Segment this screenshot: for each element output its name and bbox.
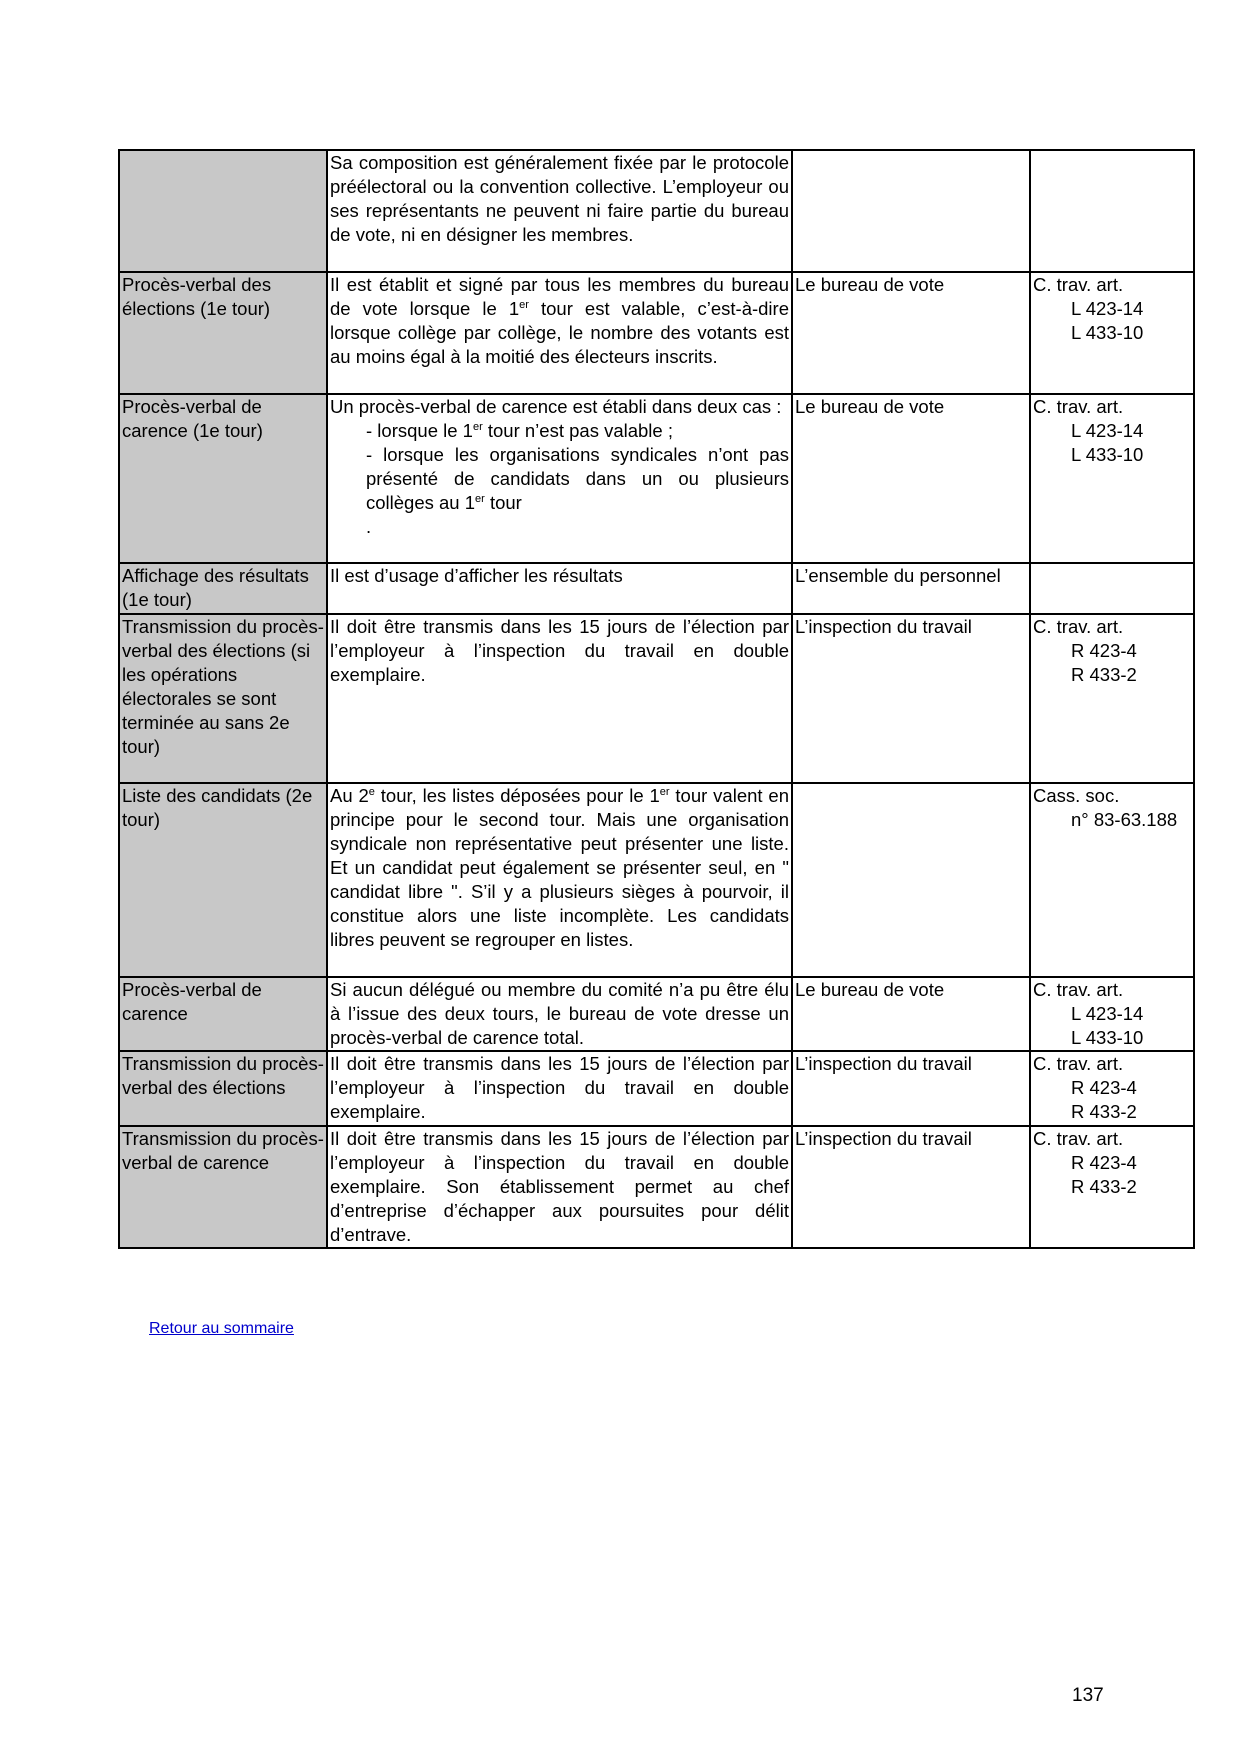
step-label: Affichage des résultats (1e tour) (119, 563, 327, 614)
description-line: . (366, 516, 372, 537)
reference-line: R 423-4 (1071, 1077, 1137, 1098)
step-description (327, 563, 792, 614)
step-label: Liste des candidats (2e tour) (119, 783, 327, 977)
step-description (327, 1126, 792, 1248)
reference-line: L 423-14 (1071, 298, 1144, 319)
step-description (327, 614, 792, 783)
step-label: Procès-verbal de carence (1e tour) (119, 394, 327, 563)
responsible-party: Le bureau de vote (792, 977, 1030, 1051)
responsible-party: L’ensemble du personnel (792, 563, 1030, 614)
legal-reference (1030, 614, 1194, 783)
legal-reference (1030, 783, 1194, 977)
description-line: Il doit être transmis dans les 15 jours de l’élection par l’employeur à l’inspection du travail en double exemplaire. (330, 1053, 789, 1122)
legal-reference (1030, 394, 1194, 563)
reference-line: R 423-4 (1071, 1152, 1137, 1173)
legal-reference (1030, 150, 1194, 272)
reference-line: L 433-10 (1071, 1027, 1144, 1048)
page-number: 137 (1072, 1685, 1104, 1706)
legal-reference (1030, 1126, 1194, 1248)
reference-line: C. trav. art. (1033, 1053, 1124, 1074)
reference-line: n° 83-63.188 (1071, 809, 1178, 830)
responsible-party: Le bureau de vote (792, 394, 1030, 563)
table-row (119, 272, 1194, 394)
table-row (119, 1051, 1194, 1126)
reference-line: C. trav. art. (1033, 616, 1124, 637)
description-line: Il doit être transmis dans les 15 jours de l’élection par l’employeur à l’inspection du travail en double exemplaire. (330, 616, 789, 685)
step-description (327, 150, 792, 272)
description-line: Un procès-verbal de carence est établi dans deux cas : (330, 396, 782, 417)
responsible-party: L’inspection du travail (792, 1126, 1030, 1248)
description-line: - lorsque les organisations syndicales n’ont pas présenté de candidats dans un ou plusieurs collèges au 1er tour (366, 444, 789, 513)
step-label: Procès-verbal des élections (1e tour) (119, 272, 327, 394)
step-label: Transmission du procès-verbal des élections (119, 1051, 327, 1126)
responsible-party: L’inspection du travail (792, 1051, 1030, 1126)
step-label: Transmission du procès-verbal de carence (119, 1126, 327, 1248)
procedure-table (118, 149, 1195, 1249)
legal-reference (1030, 1051, 1194, 1126)
description-line: Il est établit et signé par tous les membres du bureau de vote lorsque le 1er tour est valable, c’est-à-dire lorsque collège par collège, le nombre des votants est au moins égal à la moitié des électeurs inscrits. (330, 274, 789, 367)
table-row (119, 1126, 1194, 1248)
table-row (119, 977, 1194, 1051)
reference-line: Cass. soc. (1033, 785, 1120, 806)
responsible-party: Le bureau de vote (792, 272, 1030, 394)
table-row (119, 394, 1194, 563)
step-description (327, 977, 792, 1051)
responsible-party (792, 150, 1030, 272)
reference-line: R 423-4 (1071, 640, 1137, 661)
description-line: Il est d’usage d’afficher les résultats (330, 565, 623, 586)
reference-line: C. trav. art. (1033, 396, 1124, 417)
table-row (119, 783, 1194, 977)
description-line: - lorsque le 1er tour n’est pas valable ; (366, 420, 673, 441)
table-row (119, 563, 1194, 614)
step-description (327, 1051, 792, 1126)
reference-line: R 433-2 (1071, 1176, 1137, 1197)
reference-line: C. trav. art. (1033, 979, 1124, 1000)
reference-line: L 423-14 (1071, 420, 1144, 441)
step-description (327, 394, 792, 563)
reference-line: C. trav. art. (1033, 274, 1124, 295)
step-label: Transmission du procès-verbal des élections (si les opérations électorales se sont terminée au sans 2e tour) (119, 614, 327, 783)
legal-reference (1030, 272, 1194, 394)
description-line: Sa composition est généralement fixée par le protocole préélectoral ou la convention collective. L’employeur ou ses représentants ne peuvent ni faire partie du bureau de vote, ni en désigner les membres. (330, 152, 789, 245)
step-label (119, 150, 327, 272)
description-line: Il doit être transmis dans les 15 jours de l’élection par l’employeur à l’inspection du travail en double exemplaire. Son établissement permet au chef d’entreprise d’échapper aux poursuites pour délit d’entrave. (330, 1128, 789, 1245)
table-row (119, 150, 1194, 272)
reference-line: L 433-10 (1071, 322, 1144, 343)
table-row (119, 614, 1194, 783)
step-label: Procès-verbal de carence (119, 977, 327, 1051)
description-line: Si aucun délégué ou membre du comité n’a pu être élu à l’issue des deux tours, le bureau de vote dresse un procès-verbal de carence total. (330, 979, 789, 1048)
reference-line: C. trav. art. (1033, 1128, 1124, 1149)
step-description (327, 783, 792, 977)
legal-reference (1030, 563, 1194, 614)
reference-line: R 433-2 (1071, 664, 1137, 685)
description-line: Au 2e tour, les listes déposées pour le 1er tour valent en principe pour le second tour. Mais une organisation syndicale non représentative peut présenter une liste. Et un candidat peut également se présenter seul, en " candidat libre ". S’il y a plusieurs sièges à pourvoir, il constitue alors une liste incomplète. Les candidats libres peuvent se regrouper en listes. (330, 785, 789, 950)
legal-reference (1030, 977, 1194, 1051)
responsible-party: L’inspection du travail (792, 614, 1030, 783)
step-description (327, 272, 792, 394)
reference-line: L 433-10 (1071, 444, 1144, 465)
responsible-party (792, 783, 1030, 977)
reference-line: R 433-2 (1071, 1101, 1137, 1122)
reference-line: L 423-14 (1071, 1003, 1144, 1024)
back-to-summary-link[interactable]: Retour au sommaire (149, 1320, 294, 1337)
